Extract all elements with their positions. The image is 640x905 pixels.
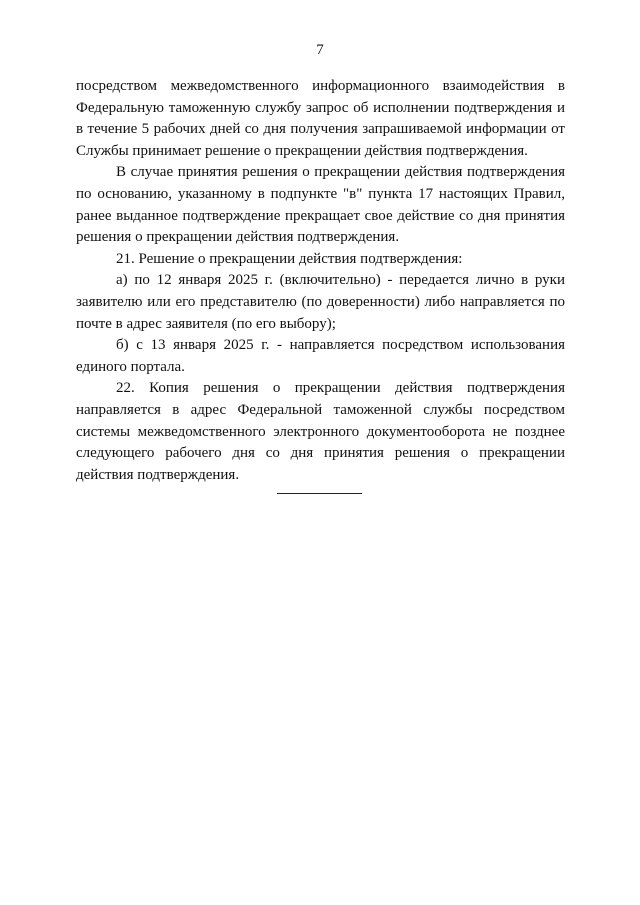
paragraph-termination-basis: В случае принятия решения о прекращении действия подтверждения по основанию, указанному в подпункте "в" пункта 17 настоящих Правил, ранее выданное подтверждение прекращает свое действие со дня принятия решения о прекращении действия подтверждения. bbox=[76, 164, 565, 246]
paragraph-subclause-b: б) с 13 января 2025 г. - направляется посредством использования единого портала. bbox=[76, 337, 565, 375]
paragraph-subclause-a: а) по 12 января 2025 г. (включительно) - передается лично в руки заявителю или его представителю (по доверенности) либо направляется по почте в адрес заявителя (по его выбору); bbox=[76, 272, 565, 332]
document-body bbox=[76, 76, 565, 486]
end-of-document-rule bbox=[277, 493, 362, 494]
paragraph-clause-22: 22. Копия решения о прекращении действия подтверждения направляется в адрес Федеральной таможенной службы посредством системы межведомственного электронного документооборота не позднее следующего рабочего дня со дня принятия решения о прекращении действия подтверждения. bbox=[76, 380, 565, 483]
paragraph-clause-21: 21. Решение о прекращении действия подтверждения: bbox=[116, 250, 463, 267]
paragraph-continuation: посредством межведомственного информационного взаимодействия в Федеральную таможенную службу запрос об исполнении подтверждения и в течение 5 рабочих дней со дня получения запрашиваемой информации от Службы принимает решение о прекращении действия подтверждения. bbox=[76, 78, 565, 159]
page-number: 7 bbox=[316, 42, 324, 58]
